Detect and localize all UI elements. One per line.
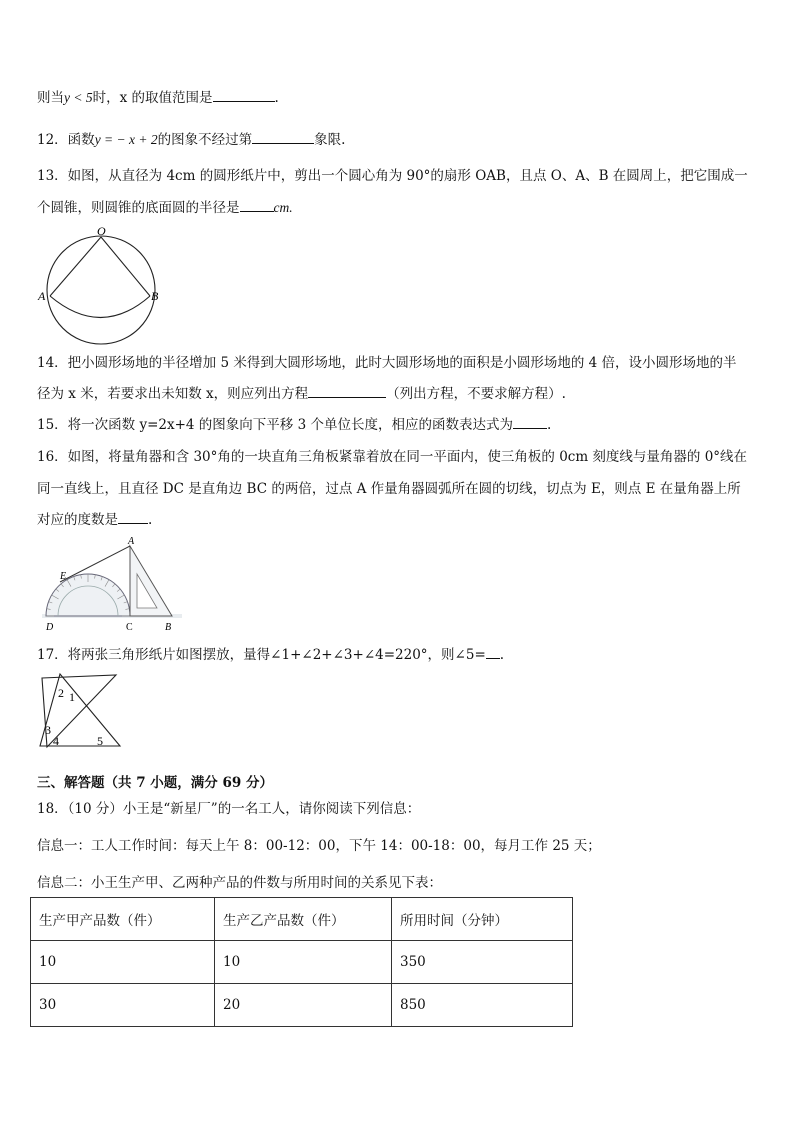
table-header-cell: 所用时间（分钟） xyxy=(392,898,573,941)
label-b: B xyxy=(165,622,172,633)
q18-table xyxy=(30,897,573,1027)
table-row xyxy=(31,941,573,984)
radius-oa xyxy=(50,237,101,296)
q18-info2: 信息二：小王生产甲、乙两种产品的件数与所用时间的关系见下表： xyxy=(37,875,442,891)
label-a: A xyxy=(38,289,46,303)
table-cell: 30 xyxy=(31,984,215,1027)
answer-blank xyxy=(513,416,547,429)
table-cell: 10 xyxy=(31,941,215,984)
q11-line: 则当y < 5时，x 的取值范围是 . xyxy=(37,90,279,106)
table-cell: 350 xyxy=(392,941,573,984)
table-header-cell: 生产甲产品数（件） xyxy=(31,898,215,941)
q17-figure xyxy=(36,668,126,753)
q13-figure xyxy=(36,224,166,344)
q17-line: 17．将两张三角形纸片如图摆放，量得∠1+∠2+∠3+∠4=220°，则∠5= . xyxy=(37,647,505,663)
table-header-row xyxy=(31,898,573,941)
angle-label-4: 4 xyxy=(53,734,59,748)
table-header-cell: 生产乙产品数（件） xyxy=(215,898,392,941)
table-cell: 850 xyxy=(392,984,573,1027)
triangle-2 xyxy=(40,674,120,746)
sector-arc xyxy=(50,296,150,318)
q15-line: 15．将一次函数 y=2x+4 的图象向下平移 3 个单位长度，相应的函数表达式为 . xyxy=(37,417,552,433)
angle-label-2: 2 xyxy=(58,686,64,700)
q12-expr: y = − x + 2 xyxy=(94,132,158,147)
q16-line3: 对应的度数是 . xyxy=(37,512,153,528)
answer-blank xyxy=(213,89,275,102)
label-c: C xyxy=(126,622,133,633)
label-d: D xyxy=(46,622,54,633)
answer-blank xyxy=(240,199,274,212)
q13-line1: 13．如图，从直径为 4cm 的圆形纸片中，剪出一个圆心角为 90°的扇形 OAB，且点 O、A、B 在圆周上，把它围成一 xyxy=(37,168,748,184)
answer-blank xyxy=(308,385,386,398)
label-a: A xyxy=(128,536,135,547)
q13-line2: 个圆锥，则圆锥的底面圆的半径是 cm. xyxy=(37,200,293,216)
q18-intro: 18．（10 分）小王是“新星厂”的一名工人，请你阅读下列信息： xyxy=(37,801,421,817)
answer-blank xyxy=(118,511,148,524)
table-cell: 20 xyxy=(215,984,392,1027)
angle-label-5: 5 xyxy=(97,734,103,748)
table-row xyxy=(31,984,573,1027)
q14-line2: 径为 x 米，若要求出未知数 x，则应列出方程 （列出方程，不要求解方程）. xyxy=(37,386,566,402)
table-cell: 10 xyxy=(215,941,392,984)
section-3-heading: 三、解答题（共 7 小题，满分 69 分） xyxy=(37,775,273,791)
label-o: O xyxy=(97,224,106,238)
q16-line2: 同一直线上，且直径 DC 是直角边 BC 的两倍，过点 A 作量角器圆弧所在圆的切线，切点为 E，则点 E 在量角器上所 xyxy=(37,481,741,497)
answer-blank xyxy=(252,131,314,144)
q12-line: 12．函数y = − x + 2的图象不经过第 象限. xyxy=(37,132,346,148)
label-b: B xyxy=(151,289,159,303)
q11-condition: y < 5 xyxy=(64,90,93,105)
radius-ob xyxy=(101,237,150,296)
q14-line1: 14．把小圆形场地的半径增加 5 米得到大圆形场地，此时大圆形场地的面积是小圆形场地的 4 倍，设小圆形场地的半 xyxy=(37,355,737,371)
q16-line1: 16．如图，将量角器和含 30°角的一块直角三角板紧靠着放在同一平面内，使三角板的 0cm 刻度线与量角器的 0°线在 xyxy=(37,449,748,465)
angle-label-3: 3 xyxy=(45,723,51,737)
q18-info1: 信息一：工人工作时间：每天上午 8：00-12：00，下午 14：00-18：00，每月工作 25 天； xyxy=(37,838,601,854)
q16-figure xyxy=(38,538,188,633)
angle-label-1: 1 xyxy=(69,690,75,704)
answer-blank xyxy=(486,646,500,659)
label-e: E xyxy=(60,571,67,582)
circle xyxy=(47,236,155,344)
